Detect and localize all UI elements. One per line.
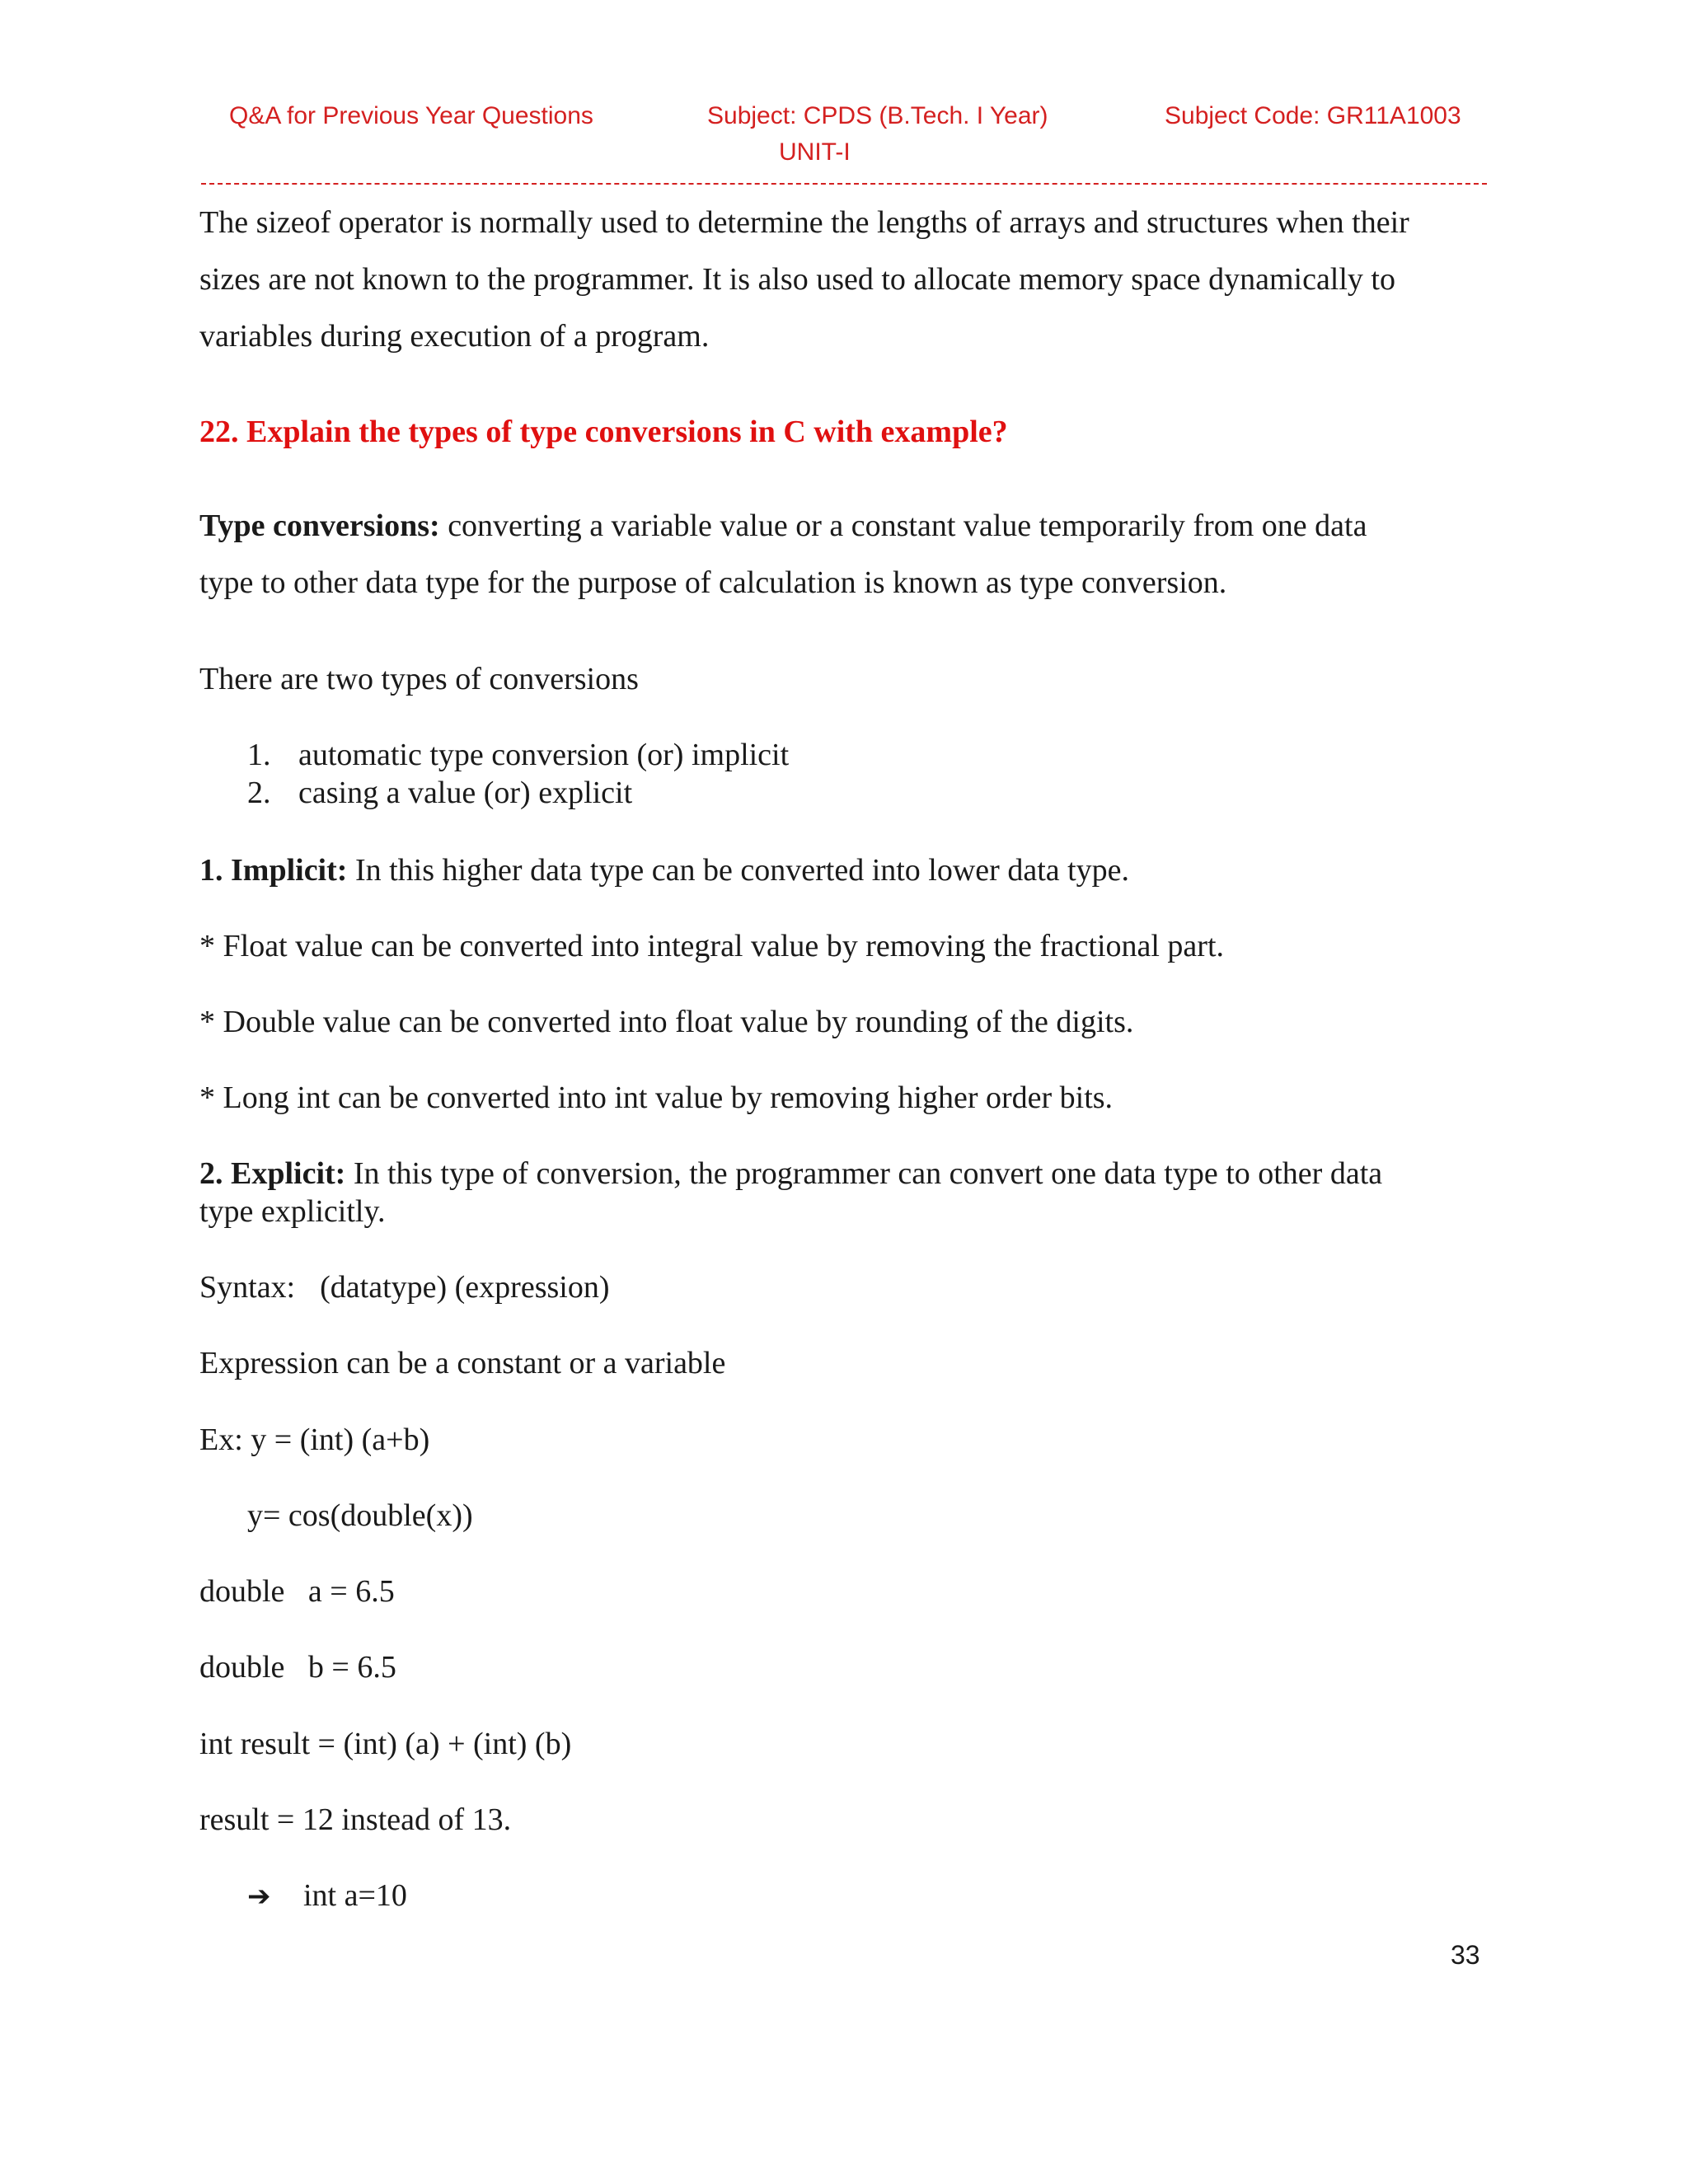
- header-unit: UNIT-I: [779, 138, 851, 166]
- header-subject-code: Subject Code: GR11A1003: [1165, 102, 1461, 129]
- definition-text: converting a variable value or a constant value temporarily from one data: [439, 509, 1367, 543]
- list-text: casing a value (or) explicit: [298, 776, 633, 810]
- definition-paragraph: [199, 498, 1510, 612]
- arrow-right-icon: ➔: [247, 1880, 271, 1913]
- implicit-term: 1. Implicit:: [199, 853, 348, 888]
- header-subject: Subject: CPDS (B.Tech. I Year): [707, 102, 1048, 129]
- intro-line: variables during execution of a program.: [199, 319, 710, 354]
- list-number: 1.: [247, 738, 271, 772]
- types-intro: There are two types of conversions: [199, 662, 639, 696]
- example-line: y= cos(double(x)): [247, 1498, 473, 1533]
- page-number: 33: [1451, 1940, 1480, 1970]
- explicit-text: In this type of conversion, the programmer can convert one data type to other data: [345, 1156, 1383, 1191]
- example-line: Ex: y = (int) (a+b): [199, 1422, 430, 1457]
- header-divider: [201, 183, 1487, 185]
- intro-line: The sizeof operator is normally used to determine the lengths of arrays and structures when their: [199, 205, 1409, 240]
- example-line: result = 12 instead of 13.: [199, 1802, 512, 1837]
- explicit-term: 2. Explicit:: [199, 1156, 346, 1191]
- definition-term: Type conversions:: [199, 509, 440, 543]
- intro-line: sizes are not known to the programmer. It is also used to allocate memory space dynamically to: [199, 262, 1395, 297]
- example-line: double b = 6.5: [199, 1650, 396, 1685]
- definition-text-line2: type to other data type for the purpose of calculation is known as type conversion.: [199, 565, 1227, 600]
- syntax-value: (datatype) (expression): [320, 1270, 610, 1305]
- example-line: int result = (int) (a) + (int) (b): [199, 1727, 572, 1761]
- example-arrow-line: [247, 1877, 407, 1915]
- implicit-bullet: * Float value can be converted into integral value by removing the fractional part.: [199, 929, 1224, 963]
- question-heading: 22. Explain the types of type conversions in C with example?: [199, 415, 1008, 449]
- explicit-text-line2: type explicitly.: [199, 1194, 386, 1229]
- list-item: [247, 737, 789, 775]
- expression-note: Expression can be a constant or a variable: [199, 1346, 726, 1380]
- intro-paragraph: [199, 194, 1510, 365]
- syntax-label: Syntax:: [199, 1270, 296, 1305]
- implicit-bullet: * Double value can be converted into float value by rounding of the digits.: [199, 1005, 1134, 1039]
- list-item: [247, 775, 632, 813]
- implicit-bullet: * Long int can be converted into int value by removing higher order bits.: [199, 1080, 1114, 1115]
- implicit-text: In this higher data type can be converted into lower data type.: [347, 853, 1130, 888]
- syntax-line: [199, 1269, 1490, 1307]
- implicit-definition: [199, 852, 1490, 890]
- header-left-title: Q&A for Previous Year Questions: [229, 102, 593, 129]
- list-text: automatic type conversion (or) implicit: [298, 738, 790, 772]
- list-number: 2.: [247, 776, 271, 810]
- example-line: double a = 6.5: [199, 1574, 395, 1609]
- explicit-definition: [199, 1155, 1490, 1193]
- example-line: int a=10: [303, 1878, 407, 1913]
